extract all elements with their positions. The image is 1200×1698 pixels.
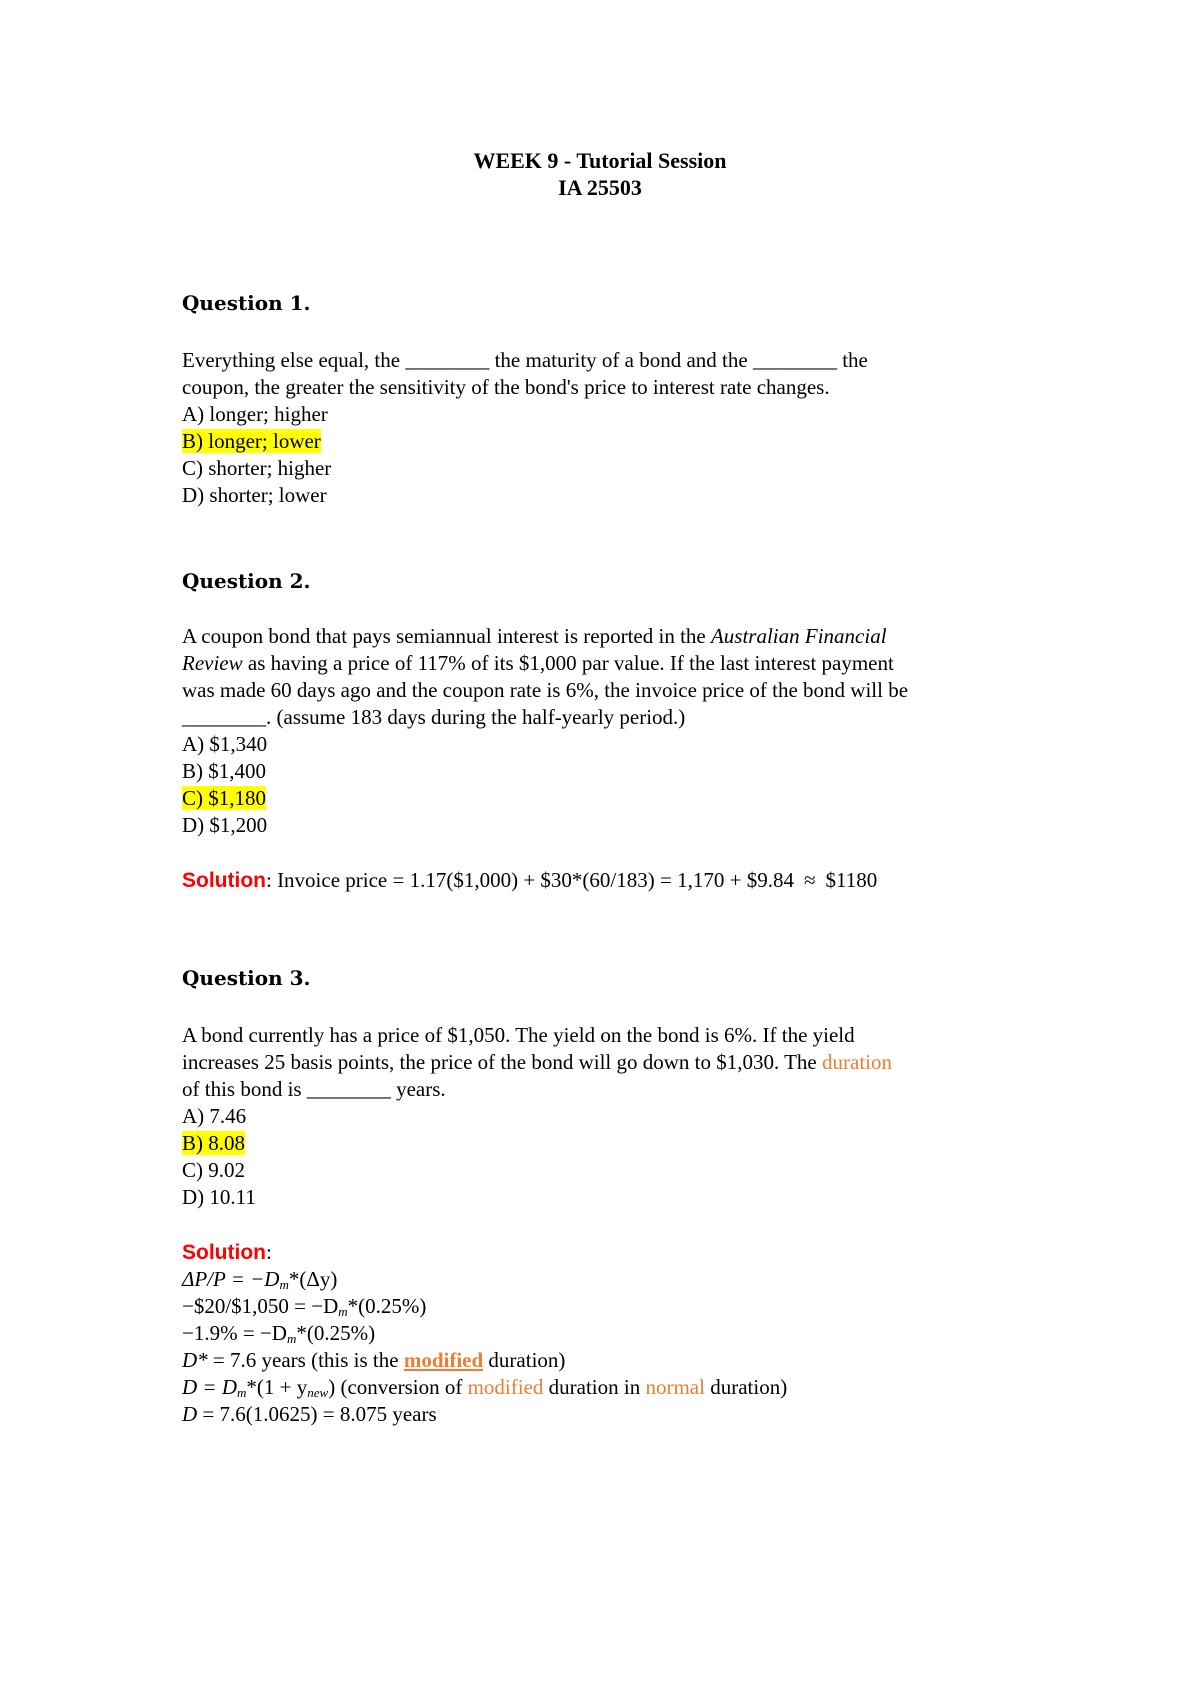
formula-run: ) (conversion of	[328, 1375, 468, 1399]
formula-run: duration in	[543, 1375, 646, 1399]
question-1-option-b	[182, 428, 321, 454]
subscript: m	[237, 1385, 247, 1400]
solution-label: Solution	[182, 869, 266, 892]
question-2-solution	[182, 867, 877, 894]
text-run: as having a price of 117% of its $1,000 par value. If the last interest payment	[242, 651, 894, 675]
question-2-option-b: B) $1,400	[182, 759, 266, 783]
formula-run: duration)	[704, 1375, 788, 1399]
formula-run: ΔP/P	[182, 1267, 226, 1291]
question-1-option-a: A) longer; higher	[182, 402, 328, 426]
formula-run: *(0.25%)	[296, 1321, 376, 1345]
course-code: IA 25503	[558, 175, 642, 200]
question-3-text-line-1: A bond currently has a price of $1,050. The yield on the bond is 6%. If the yield	[182, 1023, 855, 1047]
subscript: m	[286, 1331, 297, 1346]
answer-highlight: B) longer; lower	[182, 429, 321, 453]
duration-term: duration	[822, 1050, 892, 1074]
formula-run: *(1 + y	[246, 1375, 308, 1399]
formula-run: *(0.25%)	[347, 1294, 427, 1318]
question-1-option-c: C) shorter; higher	[182, 456, 332, 480]
formula-run: D	[182, 1375, 198, 1399]
formula-run: −$20/$1,050 = −D	[182, 1294, 339, 1318]
question-2-option-c	[182, 785, 266, 811]
answer-highlight: C) $1,180	[182, 786, 266, 810]
text-run: increases 25 basis points, the price of the bond will go down to $1,030. The	[182, 1050, 823, 1074]
solution-label: Solution	[182, 1241, 266, 1264]
approx-symbol: ≈	[803, 868, 816, 892]
question-2-text-line-2	[182, 650, 894, 676]
question-3-option-b	[182, 1130, 245, 1156]
question-3-text-line-3: of this bond is ________ years.	[182, 1077, 446, 1101]
colon: :	[265, 1240, 272, 1264]
formula-run: D	[182, 1402, 198, 1426]
formula-run: = D	[197, 1375, 238, 1399]
subscript: m	[279, 1277, 289, 1292]
solution-result: $1180	[825, 868, 878, 892]
question-2-text-line-4: ________. (assume 183 days during the half-yearly period.)	[182, 705, 686, 729]
formula-run: D*	[182, 1348, 208, 1372]
modified-term: modified	[403, 1348, 484, 1372]
subscript: m	[338, 1304, 348, 1319]
question-3-text-line-2	[182, 1049, 892, 1075]
page-title: WEEK 9 - Tutorial Session	[473, 148, 727, 173]
question-2-text-line-1	[182, 623, 887, 649]
formula-run: = 7.6 years (this is the	[207, 1348, 404, 1372]
modified-term: modified	[467, 1375, 544, 1399]
question-2-option-d: D) $1,200	[182, 813, 268, 837]
solution-text: : Invoice price = 1.17($1,000) + $30*(60/183) = 1,170 + $9.84	[265, 868, 794, 892]
question-3-solution-label	[182, 1239, 272, 1266]
question-3-option-d: D) 10.11	[182, 1185, 256, 1209]
publication-name: Review	[182, 651, 243, 675]
publication-name: Australian Financial	[710, 624, 887, 648]
question-1-text-line-2: coupon, the greater the sensitivity of the bond's price to interest rate changes.	[182, 375, 830, 399]
question-3-option-c: C) 9.02	[182, 1158, 245, 1182]
formula-run: = −D	[225, 1267, 280, 1291]
question-2-option-a: A) $1,340	[182, 732, 268, 756]
formula-run: *(Δy)	[288, 1267, 338, 1291]
question-1-option-d: D) shorter; lower	[182, 483, 327, 507]
formula-run: −1.9% = −D	[182, 1321, 287, 1345]
subscript: new	[307, 1385, 329, 1400]
question-3-option-a: A) 7.46	[182, 1104, 247, 1128]
answer-highlight: B) 8.08	[182, 1131, 245, 1155]
formula-run: = 7.6(1.0625) = 8.075 years	[197, 1402, 437, 1426]
solution-line-4	[182, 1347, 565, 1373]
question-1-heading: Question 1.	[182, 291, 311, 315]
solution-line-6	[182, 1401, 437, 1427]
question-2-heading: Question 2.	[182, 569, 311, 593]
text-run: A coupon bond that pays semiannual interest is reported in the	[182, 624, 711, 648]
formula-run: duration)	[483, 1348, 566, 1372]
normal-term: normal	[645, 1375, 705, 1399]
question-2-text-line-3: was made 60 days ago and the coupon rate is 6%, the invoice price of the bond will be	[182, 678, 909, 702]
question-3-heading: Question 3.	[182, 966, 311, 990]
question-1-text-line-1: Everything else equal, the ________ the maturity of a bond and the ________ the	[182, 348, 868, 372]
